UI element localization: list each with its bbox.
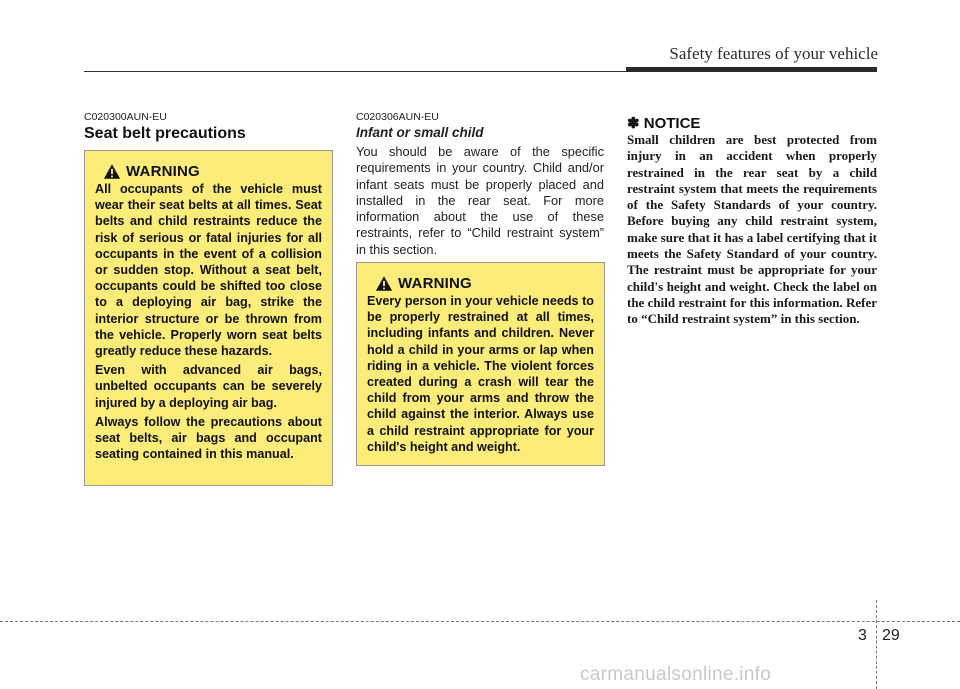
warning-paragraph: All occupants of the vehicle must wear their seat belts at all times. Seat belts and child restraints reduce the risk of serious or fatal injuries for all occupants in the event of a collision or sudden stop. Without a seat belt, occupants could be shifted too close to a deploying air bag, strike the interior structure or be thrown from the vehicle. Properly worn seat belts greatly reduce these hazards. [95,182,322,359]
warning-header [375,273,594,293]
warning-triangle-icon [103,163,121,180]
warning-triangle-icon [375,275,393,292]
watermark: carmanualsonline.info [580,664,772,685]
section-code: C020300AUN-EU [84,111,167,123]
warning-box-child [356,262,605,466]
warning-paragraph: Even with advanced air bags, unbelted occupants can be severely injured by a deploying air bag. [95,363,322,410]
body-paragraph: You should be aware of the specific requirements in your country. Child and/or infant seats must be properly placed and installed in the rear seat. For more information about the use of these restraints, refer to “Child restraint system” in this section. [356,144,604,257]
section-code: C020306AUN-EU [356,111,439,123]
notice-paragraph: Small children are best protected from injury in an accident when properly restrained in the rear seat by a child restraint system that meets the requirements of the Safety Standards of your country. Before buying any child restraint system, make sure that it has a label certifying that it meets the Safety Standard of your country. The restraint must be appropriate for your child's height and weight. Check the label on the child restraint for this information. Refer to “Child restraint system” in this section. [627,132,877,327]
page-number: 29 [882,627,900,644]
chapter-number: 3 [858,627,867,644]
warning-paragraph: Every person in your vehicle needs to be properly restrained at all times, including infants and children. Never hold a child in your arms or lap when riding in a vehicle. The violent forces created during a crash will tear the child from your arms and throw the child against the interior. Always use a child restraint appropriate for your child's height and weight. [367,294,594,454]
warning-title: WARNING [126,162,200,180]
warning-paragraph: Always follow the precautions about seat belts, air bags and occupant seating contained in this manual. [95,414,322,462]
footer-rule [0,621,960,622]
section-title: Seat belt precautions [84,125,246,142]
section-subtitle: Infant or small child [356,125,484,140]
header-rule-accent [626,67,877,72]
footer-divider [876,600,877,689]
page-header-title: Safety features of your vehicle [669,44,878,63]
warning-header [103,161,322,181]
warning-title: WARNING [398,274,472,292]
warning-box-seat-belts [84,150,333,486]
notice-title: ✽ NOTICE [627,115,701,132]
